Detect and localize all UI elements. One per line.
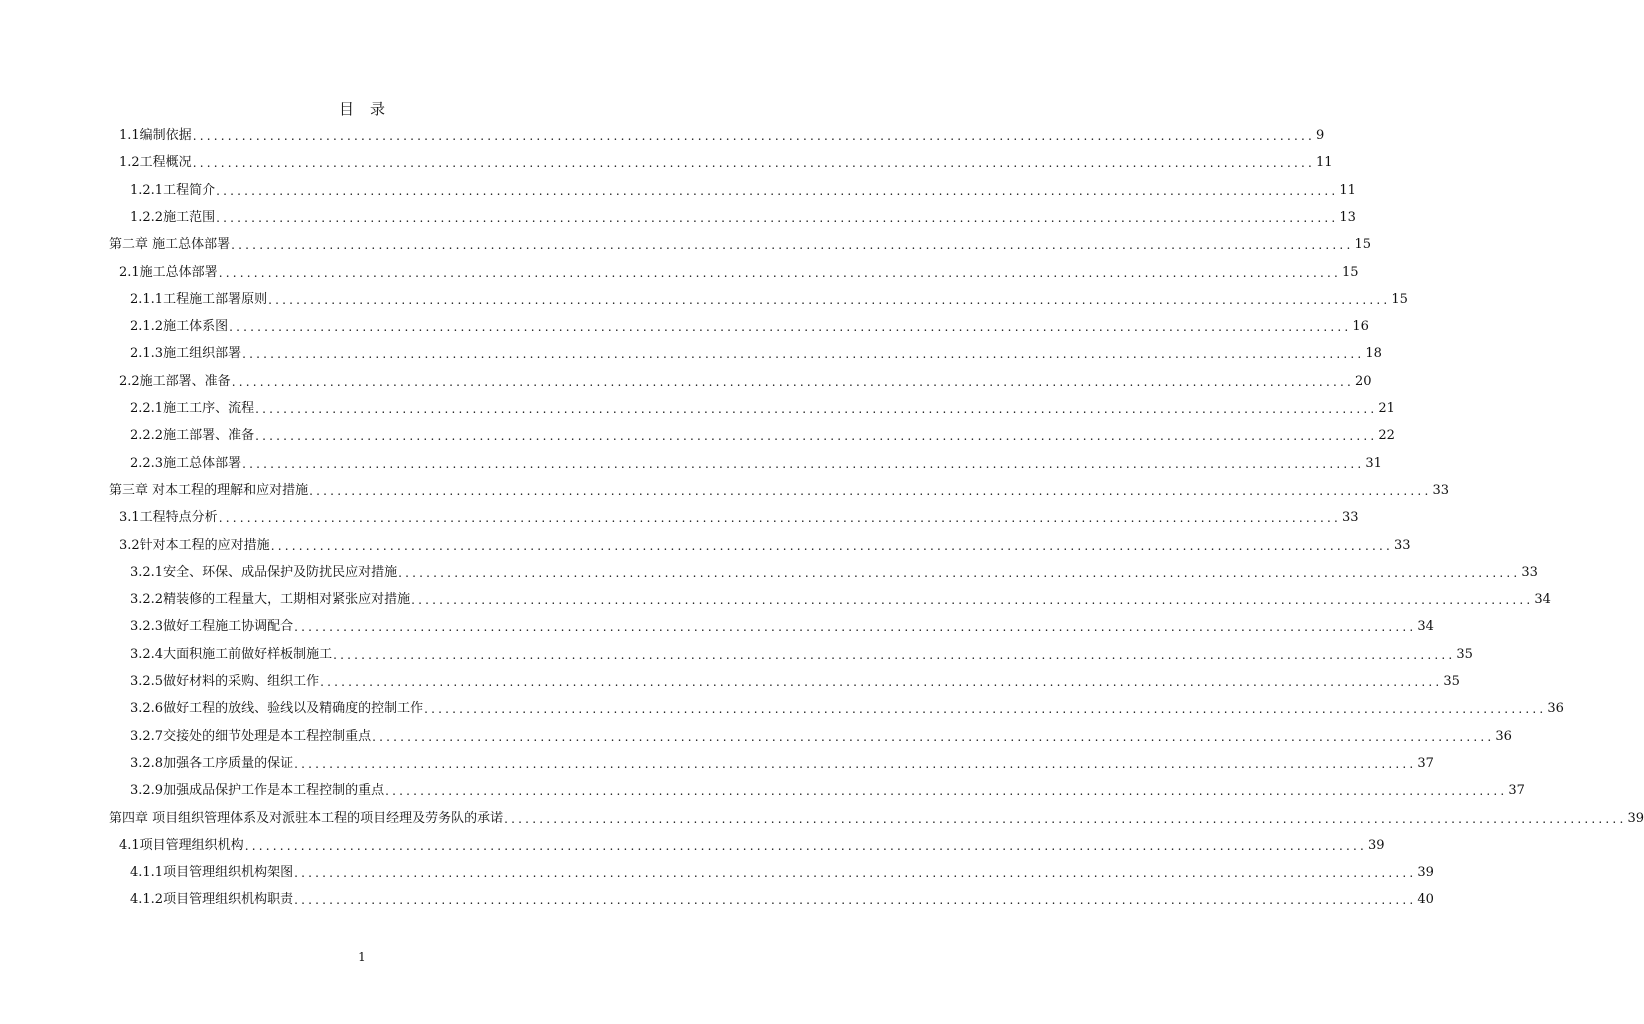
toc-entry-page: 11 (1339, 182, 1356, 198)
toc-entry-page: 33 (1342, 510, 1359, 526)
toc-entry-label: 第二章 施工总体部署 (109, 237, 231, 253)
toc-entry-label: 1.1编制依据 (119, 128, 192, 143)
toc-entry[interactable] (0, 641, 1473, 663)
toc-entry-page: 33 (1521, 564, 1538, 580)
toc-leader-dots: ................................................................................................................................................................ (385, 784, 1508, 799)
toc-entry[interactable] (0, 695, 1564, 717)
toc-entry-page: 37 (1508, 783, 1525, 799)
toc-entry[interactable] (0, 532, 1411, 554)
toc-entry[interactable] (0, 504, 1359, 526)
toc-entry-label: 第三章 对本工程的理解和应对措施 (109, 482, 309, 498)
toc-entry-label: 2.1施工总体部署 (119, 264, 218, 280)
toc-leader-dots: ................................................................................................................................................................ (424, 702, 1547, 717)
page-number: 1 (358, 950, 366, 964)
toc-entry[interactable] (0, 613, 1434, 635)
toc-entry-page: 39 (1417, 865, 1434, 881)
toc-entry-label: 1.2工程概况 (119, 155, 192, 171)
toc-leader-dots: ................................................................................................................................................................ (229, 320, 1352, 335)
toc-entry-label: 4.1项目管理组织机构 (119, 837, 244, 853)
toc-entry[interactable] (0, 259, 1359, 281)
toc-entry-page: 15 (1391, 291, 1408, 307)
toc-entry[interactable] (0, 177, 1356, 199)
toc-entry[interactable] (0, 313, 1369, 335)
toc-entry-label: 4.1.2项目管理组织机构职责 (130, 892, 294, 908)
toc-entry-page: 37 (1417, 755, 1434, 771)
toc-leader-dots: ................................................................................................................................................................ (231, 238, 1354, 253)
toc-entry-page: 36 (1495, 728, 1512, 744)
toc-leader-dots: ................................................................................................................................................................ (216, 183, 1339, 198)
toc-entry-label: 3.2.6做好工程的放线、验线以及精确度的控制工作 (130, 701, 424, 717)
toc-entry[interactable] (0, 395, 1395, 417)
toc-entry-page: 31 (1365, 455, 1382, 471)
toc-leader-dots: ................................................................................................................................................................ (270, 538, 1393, 553)
toc-leader-dots: ................................................................................................................................................................ (244, 838, 1367, 853)
toc-title-right: 录 (370, 100, 386, 118)
toc-entry-page: 39 (1368, 837, 1385, 853)
toc-leader-dots: ................................................................................................................................................................ (411, 593, 1534, 608)
toc-entry-page: 18 (1365, 346, 1382, 362)
toc-entry-label: 3.2.7交接处的细节处理是本工程控制重点 (130, 728, 372, 744)
toc-entry-label: 2.2施工部署、准备 (119, 373, 231, 389)
toc-entry[interactable] (0, 668, 1460, 690)
toc-entry-label: 3.2.4大面积施工前做好样板制施工 (130, 646, 333, 662)
toc-leader-dots: ................................................................................................................................................................ (255, 402, 1378, 416)
toc-entry-label: 2.1.1工程施工部署原则 (130, 291, 268, 307)
toc-entry[interactable] (0, 586, 1551, 608)
toc-entry-page: 22 (1378, 428, 1395, 444)
toc-entry-page: 15 (1354, 237, 1371, 253)
toc-leader-dots: ................................................................................................................................................................ (320, 675, 1443, 689)
toc-entry-label: 3.2.1安全、环保、成品保护及防扰民应对措施 (130, 564, 398, 580)
toc-title (0, 98, 724, 119)
toc-leader-dots: ................................................................................................................................................................ (268, 292, 1391, 307)
toc-entry-label: 3.2.8加强各工序质量的保证 (130, 755, 294, 771)
toc-entry-page: 15 (1342, 264, 1359, 280)
toc-entry-label: 3.2.2精装修的工程量大，工期相对紧张应对措施 (130, 592, 411, 608)
toc-entry-page: 16 (1352, 319, 1369, 335)
toc-entry-page: 35 (1443, 674, 1460, 689)
toc-leader-dots: ................................................................................................................................................................ (242, 456, 1365, 471)
toc-entry[interactable] (0, 149, 1333, 171)
toc-entry-page: 40 (1417, 892, 1434, 908)
toc-entry[interactable] (0, 886, 1434, 908)
toc-entry-page: 9 (1316, 128, 1325, 143)
toc-entry-page: 36 (1547, 701, 1564, 717)
toc-leader-dots: ................................................................................................................................................................ (398, 565, 1521, 580)
toc-entry[interactable] (0, 477, 1449, 499)
toc-entry-page: 11 (1316, 155, 1333, 171)
toc-entry[interactable] (0, 805, 1644, 827)
toc-leader-dots: ................................................................................................................................................................ (192, 129, 1315, 143)
toc-entry-label: 4.1.1项目管理组织机构架图 (130, 865, 294, 881)
toc-entry[interactable] (0, 559, 1538, 581)
toc-title-left: 目 (338, 100, 354, 118)
toc-entry-page: 21 (1378, 401, 1395, 416)
toc-entry-label: 1.2.2施工范围 (130, 209, 216, 225)
toc-entry-label: 2.1.2施工体系图 (130, 319, 229, 335)
toc-entry-page: 13 (1339, 209, 1356, 225)
toc-leader-dots: ................................................................................................................................................................ (294, 893, 1417, 908)
toc-entry-label: 3.2.5做好材料的采购、组织工作 (130, 674, 320, 689)
toc-entry[interactable] (0, 204, 1356, 226)
toc-leader-dots: ................................................................................................................................................................ (333, 647, 1456, 662)
toc-leader-dots: ................................................................................................................................................................ (218, 511, 1341, 526)
toc-entry-label: 2.2.1施工工序、流程 (130, 401, 255, 416)
toc-leader-dots: ................................................................................................................................................................ (309, 483, 1432, 498)
toc-entry-page: 34 (1534, 592, 1551, 608)
toc-entry-label: 3.2.3做好工程施工协调配合 (130, 619, 294, 635)
toc-leader-dots: ................................................................................................................................................................ (255, 429, 1378, 444)
toc-entry[interactable] (0, 122, 1325, 144)
toc-entry[interactable] (0, 723, 1512, 745)
toc-leader-dots: ................................................................................................................................................................ (294, 756, 1417, 771)
toc-entry-label: 3.2针对本工程的应对措施 (119, 537, 270, 553)
toc-leader-dots: ................................................................................................................................................................ (504, 811, 1627, 826)
toc-leader-dots: ................................................................................................................................................................ (294, 866, 1417, 881)
toc-entry-page: 34 (1417, 619, 1434, 635)
toc-entry-page: 39 (1627, 810, 1644, 826)
toc-entry-page: 33 (1394, 537, 1411, 553)
toc-entry-label: 1.2.1工程简介 (130, 182, 216, 198)
toc-entry[interactable] (0, 368, 1372, 390)
toc-entry[interactable] (0, 750, 1434, 772)
toc-entry-label: 2.1.3施工组织部署 (130, 346, 242, 362)
toc-entry[interactable] (0, 422, 1395, 444)
toc-entry[interactable] (0, 340, 1382, 362)
toc-entry[interactable] (0, 231, 1371, 253)
toc-entry-label: 2.2.3施工总体部署 (130, 455, 242, 471)
toc-entry-label: 3.1工程特点分析 (119, 510, 218, 526)
toc-entry[interactable] (0, 832, 1385, 854)
toc-entry[interactable] (0, 286, 1408, 308)
toc-entry-page: 35 (1456, 646, 1473, 662)
toc-leader-dots: ................................................................................................................................................................ (372, 729, 1495, 744)
toc-entry-page: 20 (1355, 373, 1372, 389)
toc-leader-dots: ................................................................................................................................................................ (218, 265, 1341, 280)
toc-leader-dots: ................................................................................................................................................................ (216, 210, 1339, 225)
toc-entry-page: 33 (1432, 482, 1449, 498)
toc-entry-label: 2.2.2施工部署、准备 (130, 428, 255, 444)
toc-entry-label: 3.2.9加强成品保护工作是本工程控制的重点 (130, 783, 385, 799)
toc-entry-label: 第四章 项目组织管理体系及对派驻本工程的项目经理及劳务队的承诺 (109, 810, 504, 826)
toc-entry[interactable] (0, 777, 1525, 799)
toc-leader-dots: ................................................................................................................................................................ (192, 156, 1315, 171)
toc-leader-dots: ................................................................................................................................................................ (294, 620, 1417, 635)
toc-entry[interactable] (0, 450, 1382, 472)
toc-leader-dots: ................................................................................................................................................................ (242, 347, 1365, 362)
toc-entry[interactable] (0, 859, 1434, 881)
toc-leader-dots: ................................................................................................................................................................ (231, 374, 1354, 389)
